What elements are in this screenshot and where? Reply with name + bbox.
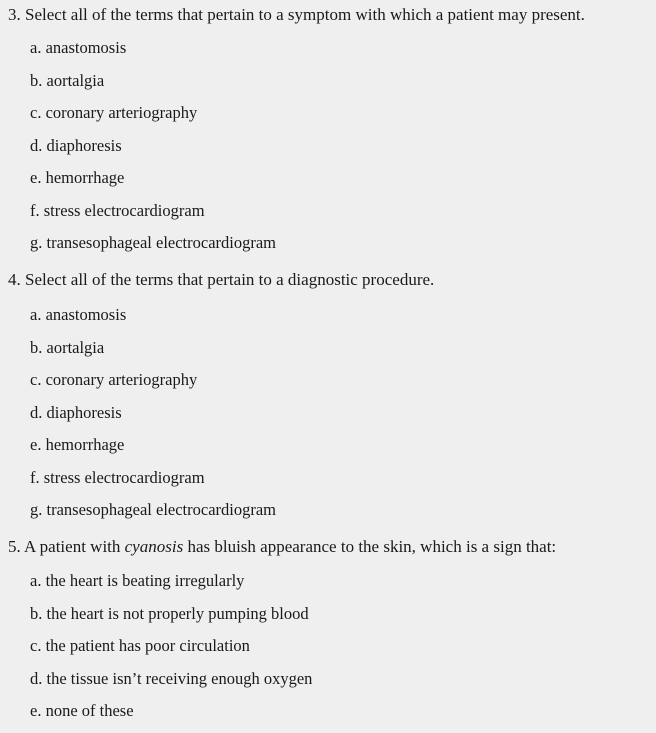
question-5-prompt xyxy=(8,536,556,558)
question-4-option-d[interactable]: d. diaphoresis xyxy=(30,402,122,422)
question-4-prompt: 4. Select all of the terms that pertain to a diagnostic procedure. xyxy=(8,270,435,289)
question-3-option-f[interactable]: f. stress electrocardiogram xyxy=(30,200,205,220)
question-5-options xyxy=(30,570,312,733)
question-3-option-a[interactable]: a. anastomosis xyxy=(30,38,127,57)
question-5-option-d[interactable]: d. the tissue isn’t receiving enough oxygen xyxy=(30,668,313,688)
question-3-option-g[interactable]: g. transesophageal electrocardiogram xyxy=(30,233,277,252)
question-5-option-b[interactable]: b. the heart is not properly pumping blood xyxy=(30,603,309,623)
question-5-prompt-end: has bluish appearance to the skin, which is a sign that: xyxy=(183,537,557,556)
question-3-options xyxy=(30,37,276,265)
question-5-option-a[interactable]: a. the heart is beating irregularly xyxy=(30,571,245,590)
question-5-prompt-start: 5. A patient with xyxy=(8,537,125,556)
question-3-option-d[interactable]: d. diaphoresis xyxy=(30,135,122,155)
question-4-option-c[interactable]: c. coronary arteriography xyxy=(30,370,198,389)
question-3-prompt: 3. Select all of the terms that pertain to a symptom with which a patient may present. xyxy=(8,5,585,24)
question-5-option-e[interactable]: e. none of these xyxy=(30,701,134,720)
question-4-option-e[interactable]: e. hemorrhage xyxy=(30,435,125,454)
question-4-option-g[interactable]: g. transesophageal electrocardiogram xyxy=(30,500,277,519)
question-4-options xyxy=(30,304,276,532)
question-5-option-c[interactable]: c. the patient has poor circulation xyxy=(30,636,250,655)
question-5-prompt-term: cyanosis xyxy=(124,537,184,556)
question-3-option-b[interactable]: b. aortalgia xyxy=(30,70,105,90)
question-3-option-e[interactable]: e. hemorrhage xyxy=(30,168,125,187)
question-4-option-b[interactable]: b. aortalgia xyxy=(30,337,105,357)
question-3-option-c[interactable]: c. coronary arteriography xyxy=(30,103,198,122)
question-4-option-f[interactable]: f. stress electrocardiogram xyxy=(30,467,205,487)
question-4-option-a[interactable]: a. anastomosis xyxy=(30,305,127,324)
